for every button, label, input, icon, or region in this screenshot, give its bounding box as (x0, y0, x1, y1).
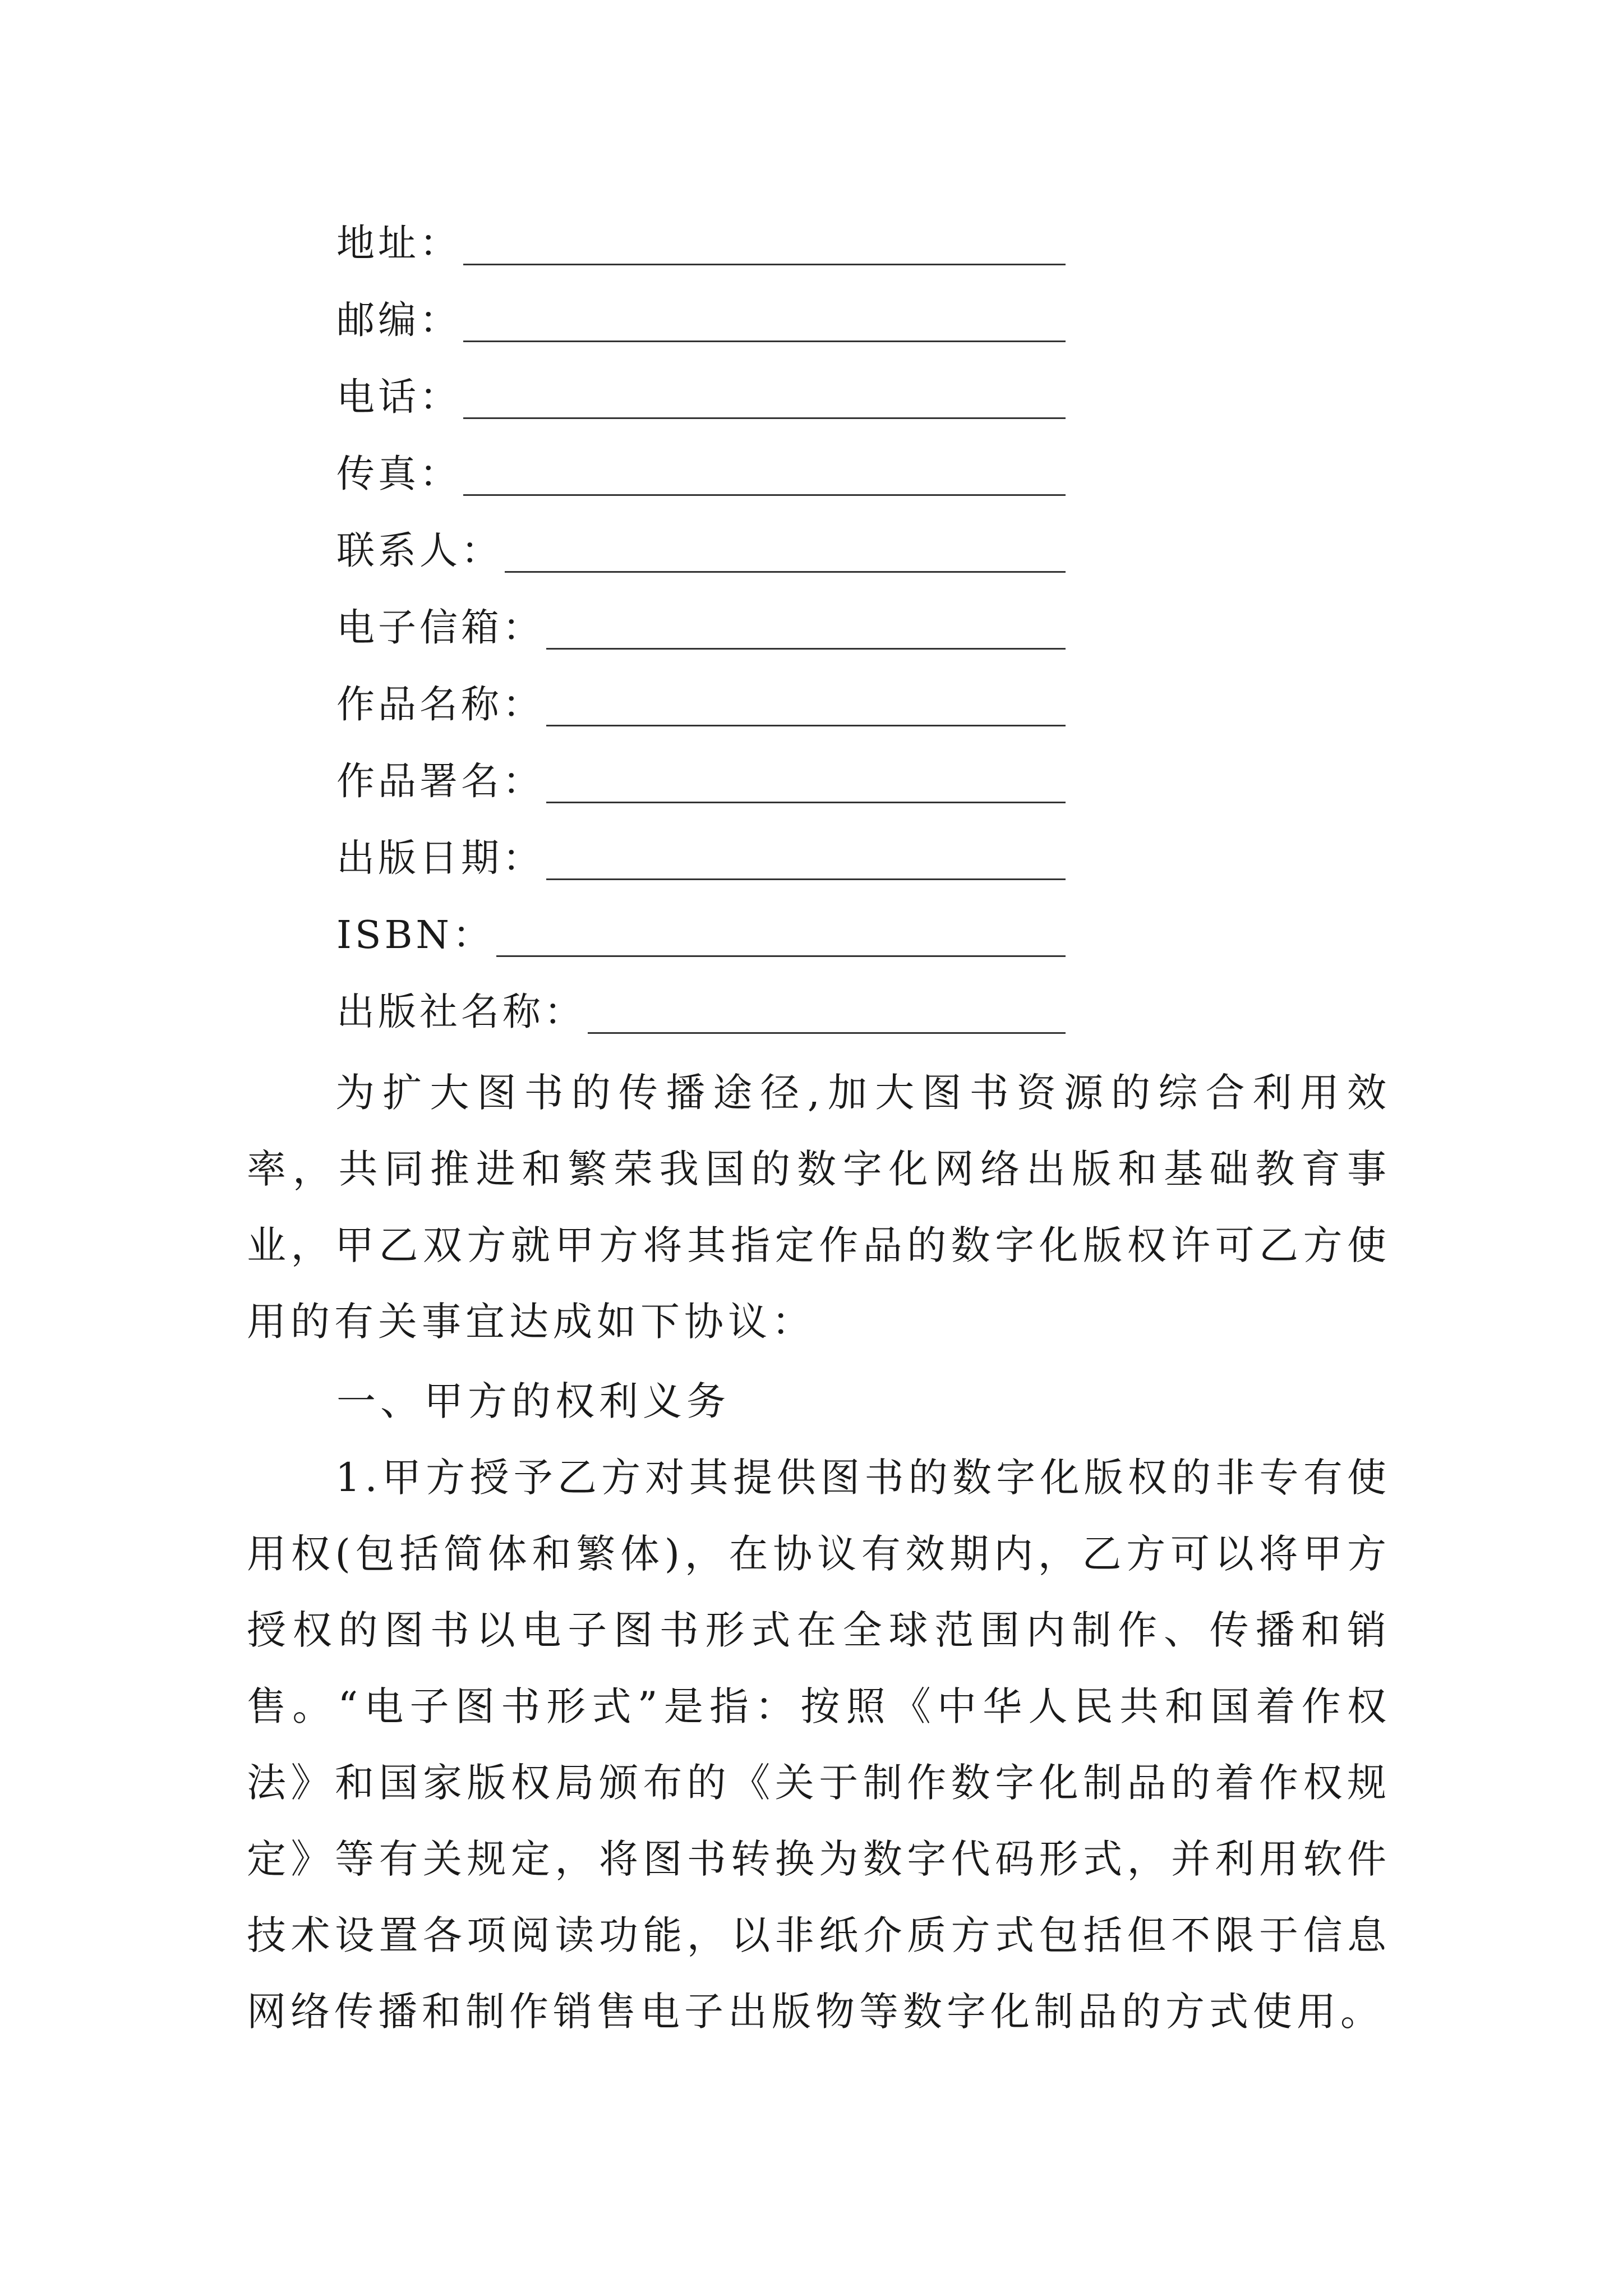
blank-line (505, 571, 1066, 573)
field-publisher (336, 984, 1066, 1041)
field-label: 地址： (336, 222, 462, 266)
section-heading: 一、甲方的权利义务 (336, 1378, 730, 1424)
blank-line (546, 648, 1066, 650)
field-email (336, 600, 1066, 656)
blank-line (546, 802, 1066, 803)
field-label: 电子信箱： (336, 606, 545, 650)
field-address (336, 216, 1066, 272)
field-label: 联系人： (336, 529, 503, 573)
field-fax (336, 447, 1066, 503)
blank-line (546, 725, 1066, 726)
blank-line (496, 955, 1066, 957)
field-work-title (336, 677, 1066, 733)
field-postcode (336, 293, 1066, 349)
field-label: 出版社名称： (336, 990, 586, 1034)
field-label: 传真： (336, 452, 462, 496)
field-label: 出版日期： (336, 836, 545, 881)
blank-line (463, 264, 1066, 265)
field-isbn (336, 908, 1066, 964)
field-label: 邮编： (336, 298, 462, 343)
intro-paragraph: 为扩大图书的传播途径,加大图书资源的综合利用效率，共同推进和繁荣我国的数字化网络出版和基础教育事业，甲乙双方就甲方将其指定作品的数字化版权许可乙方使用的有关事宜达成如下协议： (247, 1070, 1391, 1345)
clause-paragraph: 1.甲方授予乙方对其提供图书的数字化版权的非专有使用权(包括简体和繁体)，在协议有效期内，乙方可以将甲方授权的图书以电子图书形式在全球范围内制作、传播和销售。“电子图书形式”是指：按照《中华人民共和国着作权法》和国家版权局颁布的《关于制作数字化制品的着作权规定》等有关规定，将图书转换为数字代码形式，并利用软件技术设置各项阅读功能，以非纸介质方式包括但不限于信息网络传播和制作销售电子出版物等数字化制品的方式使用。 (247, 1455, 1391, 2035)
blank-line (546, 878, 1066, 880)
field-label: 电话： (336, 375, 462, 420)
field-work-author (336, 754, 1066, 810)
blank-line (463, 494, 1066, 496)
blank-line (588, 1032, 1066, 1034)
field-publish-date (336, 831, 1066, 887)
blank-line (463, 417, 1066, 419)
field-label: 作品名称： (336, 683, 545, 727)
field-phone (336, 370, 1066, 426)
field-label: ISBN： (336, 913, 494, 958)
field-contact (336, 523, 1066, 579)
blank-line (463, 341, 1066, 342)
field-label: 作品署名： (336, 760, 545, 804)
